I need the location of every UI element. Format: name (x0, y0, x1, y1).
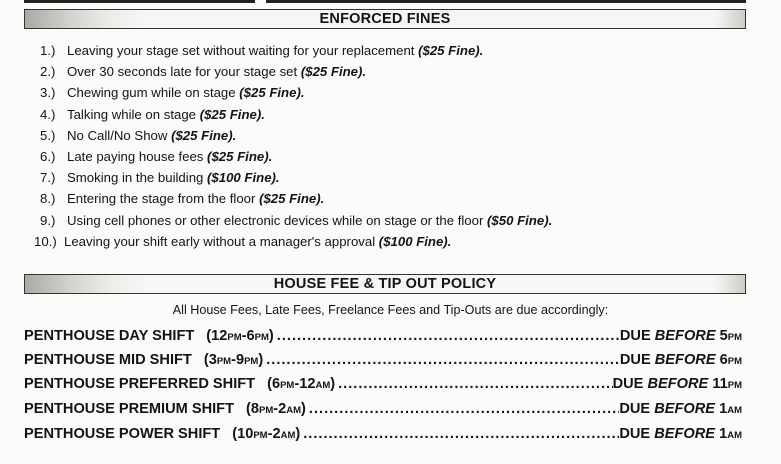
fine-number: 9.) (40, 212, 56, 228)
top-rule-right (266, 0, 746, 3)
fine-item (40, 40, 552, 61)
fine-text: Smoking in the building (67, 170, 208, 186)
fine-item (34, 231, 552, 252)
fine-text: Talking while on stage (67, 106, 200, 122)
fine-item (40, 167, 552, 188)
due-time: DUE BEFORE 5PM (619, 328, 742, 344)
dot-leader (263, 352, 620, 368)
fines-section-title: ENFORCED FINES (319, 11, 451, 27)
fine-number: 10.) (34, 233, 57, 249)
shift-hours: (8PM-2AM) (246, 401, 306, 417)
dot-leader (335, 376, 612, 392)
fine-text: No Call/No Show (67, 127, 172, 143)
fine-text: Chewing gum while on stage (67, 85, 240, 101)
dot-leader (274, 328, 620, 344)
fine-text: Over 30 seconds late for your stage set (67, 64, 301, 80)
fine-item (40, 104, 552, 125)
fine-amount: ($25 Fine). (259, 191, 325, 207)
fines-section-header (24, 9, 746, 29)
dot-leader (306, 401, 619, 417)
fine-item (40, 210, 552, 231)
shift-row (24, 426, 742, 448)
fine-number: 4.) (40, 106, 56, 122)
fine-number: 6.) (40, 148, 56, 164)
fine-number: 1.) (40, 43, 56, 58)
shift-name: PENTHOUSE POWER SHIFT (24, 426, 221, 442)
shift-hours: (12PM-6PM) (206, 328, 274, 344)
fine-number: 8.) (40, 191, 56, 207)
shift-row (24, 352, 742, 374)
fine-amount: ($100 Fine). (378, 233, 452, 249)
fine-amount: ($25 Fine). (207, 148, 273, 164)
due-time: DUE BEFORE 6PM (619, 352, 742, 368)
fine-amount: ($25 Fine). (199, 106, 265, 122)
shift-hours: (3PM-9PM) (203, 352, 264, 368)
fine-text: Entering the stage from the floor (67, 191, 260, 207)
shift-row (24, 376, 742, 398)
shift-name: PENTHOUSE DAY SHIFT (24, 328, 195, 344)
fine-text: Late paying house fees (67, 148, 208, 164)
top-rule-left (24, 0, 255, 3)
shift-row (24, 328, 742, 350)
shift-name: PENTHOUSE PREMIUM SHIFT (24, 401, 234, 417)
fine-text: Leaving your stage set without waiting for your replacement (67, 43, 419, 58)
dot-leader (300, 426, 619, 442)
fine-number: 7.) (40, 170, 56, 186)
fine-amount: ($25 Fine). (418, 43, 484, 58)
fine-item (40, 61, 552, 82)
due-time: DUE BEFORE 1AM (619, 401, 742, 417)
due-time: DUE BEFORE 1AM (619, 426, 742, 442)
fee-intro-text: All House Fees, Late Fees, Freelance Fees and Tip-Outs are due accordingly: (172, 303, 609, 317)
fee-section-title: HOUSE FEE & TIP OUT POLICY (273, 276, 497, 292)
fine-number: 5.) (40, 127, 56, 143)
shift-name: PENTHOUSE MID SHIFT (24, 352, 192, 368)
fine-amount: ($100 Fine). (207, 170, 280, 186)
fine-text: Leaving your shift early without a manager's approval (64, 233, 379, 249)
shift-hours: (10PM-2AM) (232, 426, 301, 442)
fine-item (40, 125, 552, 146)
shift-hours: (6PM-12AM) (267, 376, 336, 392)
fine-amount: ($50 Fine). (487, 212, 553, 228)
shift-name: PENTHOUSE PREFERRED SHIFT (24, 376, 256, 392)
fine-item (40, 82, 552, 103)
fine-item (40, 146, 552, 167)
fine-number: 2.) (40, 64, 56, 80)
fee-section-header (24, 274, 746, 294)
fine-text: Using cell phones or other electronic devices while on stage or the floor (67, 212, 488, 228)
fine-amount: ($25 Fine). (300, 64, 367, 80)
fine-amount: ($25 Fine). (171, 127, 237, 143)
shift-row (24, 401, 742, 423)
fine-amount: ($25 Fine). (239, 85, 305, 101)
due-time: DUE BEFORE 11PM (612, 376, 742, 392)
fine-item (40, 188, 552, 209)
fine-number: 3.) (40, 85, 56, 101)
fines-list (34, 40, 553, 252)
